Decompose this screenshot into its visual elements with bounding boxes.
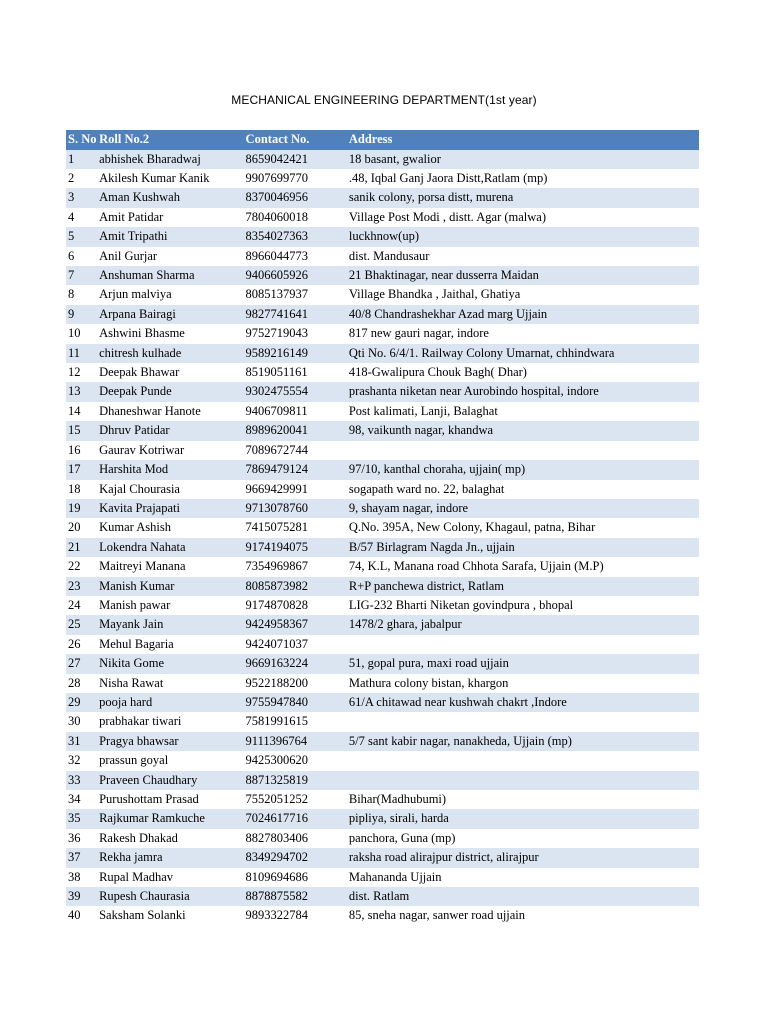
cell-contact: 9827741641 (245, 306, 309, 321)
cell-address: 21 Bhaktinagar, near dusserra Maidan (348, 268, 539, 283)
table-row (66, 557, 699, 576)
table-row (66, 305, 699, 324)
cell-sno: 34 (68, 792, 81, 806)
cell-sno: 37 (68, 850, 81, 865)
cell-name: Nikita Gome (99, 656, 165, 671)
cell-sno: 38 (68, 869, 81, 884)
cell-sno: 8 (68, 287, 75, 302)
cell-name: prassun goyal (99, 753, 169, 768)
cell-contact: 8085137937 (245, 287, 309, 302)
column-header-address: Address (348, 132, 393, 146)
cell-name: Kumar Ashish (99, 520, 171, 535)
cell-address: Village Bhandka , Jaithal, Ghatiya (348, 287, 521, 302)
table-row (66, 790, 699, 809)
cell-sno: 31 (68, 733, 81, 748)
table-header-row (66, 130, 699, 150)
cell-sno: 4 (68, 209, 75, 224)
table-row (66, 324, 699, 343)
cell-contact: 9174870828 (245, 597, 309, 612)
cell-contact: 9424958367 (245, 617, 309, 632)
cell-contact: 7804060018 (245, 209, 309, 224)
cell-sno: 15 (68, 423, 81, 438)
cell-name: prabhakar tiwari (99, 714, 182, 729)
cell-sno: 1 (68, 151, 75, 166)
cell-contact: 8370046956 (245, 190, 309, 205)
cell-sno: 12 (68, 365, 81, 380)
cell-sno: 6 (68, 248, 75, 263)
cell-contact: 9406605926 (245, 268, 309, 283)
cell-sno: 25 (68, 617, 81, 632)
table-row (66, 712, 699, 731)
table-row (66, 150, 699, 169)
cell-contact: 9713078760 (245, 500, 309, 515)
cell-contact: 8827803406 (245, 830, 309, 845)
cell-address: panchora, Guna (mp) (348, 830, 456, 845)
cell-contact: 9425300620 (245, 753, 309, 768)
table-row (66, 460, 699, 479)
cell-name: Anil Gurjar (99, 248, 158, 263)
cell-address: dist. Ratlam (348, 889, 410, 904)
cell-sno: 36 (68, 830, 81, 845)
cell-address: B/57 Birlagram Nagda Jn., ujjain (348, 539, 515, 554)
table-row (66, 285, 699, 304)
table-row (66, 771, 699, 790)
cell-name: Rakesh Dhakad (99, 830, 178, 845)
cell-name: Purushottam Prasad (99, 792, 199, 806)
cell-name: Anshuman Sharma (99, 268, 195, 283)
cell-address: 61/A chitawad near kushwah chakrt ,Indore (348, 694, 567, 709)
cell-name: Arpana Bairagi (99, 306, 176, 321)
cell-address: sanik colony, porsa distt, murena (348, 190, 514, 205)
cell-address: 51, gopal pura, maxi road ujjain (348, 656, 509, 671)
table-row (66, 480, 699, 499)
cell-address (347, 441, 699, 460)
cell-address: luckhnow(up) (348, 229, 419, 244)
column-header-name: Roll No.2 (99, 132, 150, 146)
table-row (66, 829, 699, 848)
table-row (66, 596, 699, 615)
cell-name: Manish pawar (99, 597, 171, 612)
cell-name: Kavita Prajapati (99, 500, 180, 515)
cell-address: 817 new gauri nagar, indore (348, 326, 489, 341)
cell-address: Post kalimati, Lanji, Balaghat (348, 403, 498, 418)
table-row (66, 499, 699, 518)
cell-address: Mahananda Ujjain (348, 869, 442, 884)
table-row (66, 247, 699, 266)
cell-sno: 18 (68, 481, 81, 496)
cell-name: Nisha Rawat (99, 675, 164, 690)
table-row (66, 538, 699, 557)
cell-contact: 9752719043 (245, 326, 309, 341)
table-row (66, 169, 699, 188)
table-row (66, 382, 699, 401)
cell-contact: 9755947840 (245, 694, 309, 709)
cell-name: Akilesh Kumar Kanik (99, 171, 210, 185)
cell-name: pooja hard (99, 694, 153, 709)
cell-sno: 3 (68, 190, 75, 205)
cell-address: 5/7 sant kabir nagar, nanakheda, Ujjain (mp) (348, 733, 572, 748)
student-table (66, 130, 699, 926)
cell-sno: 14 (68, 403, 81, 418)
cell-sno: 24 (68, 597, 81, 612)
cell-name: Mayank Jain (99, 617, 164, 632)
cell-address: prashanta niketan near Aurobindo hospital, indore (348, 384, 599, 399)
cell-sno: 32 (68, 753, 81, 768)
cell-contact: 9174194075 (245, 539, 309, 554)
cell-name: Harshita Mod (99, 462, 169, 477)
cell-sno: 5 (68, 229, 75, 244)
cell-address: 40/8 Chandrashekhar Azad marg Ujjain (348, 306, 548, 321)
cell-address: 1478/2 ghara, jabalpur (348, 617, 462, 632)
cell-name: Aman Kushwah (99, 190, 180, 205)
table-row (66, 674, 699, 693)
cell-sno: 17 (68, 462, 81, 477)
cell-contact: 8659042421 (245, 151, 309, 166)
cell-name: Rajkumar Ramkuche (99, 811, 205, 826)
column-header-sno: S. No (68, 132, 97, 146)
cell-contact: 8085873982 (245, 578, 309, 593)
cell-contact: 7581991615 (245, 714, 309, 729)
table-row (66, 208, 699, 227)
table-row (66, 615, 699, 634)
cell-address: LIG-232 Bharti Niketan govindpura , bhopal (348, 597, 574, 612)
cell-name: Dhruv Patidar (99, 423, 170, 438)
cell-address: 85, sneha nagar, sanwer road ujjain (348, 908, 526, 923)
cell-sno: 11 (68, 345, 81, 360)
cell-address: sogapath ward no. 22, balaghat (348, 481, 505, 496)
cell-contact: 7354969867 (245, 559, 309, 574)
cell-address: raksha road alirajpur district, alirajpur (348, 850, 539, 865)
cell-sno: 40 (68, 908, 81, 923)
cell-contact: 9424071037 (245, 636, 309, 651)
cell-name: Pragya bhawsar (99, 733, 179, 748)
cell-name: Lokendra Nahata (99, 539, 186, 554)
cell-contact: 9406709811 (245, 403, 308, 418)
cell-name: Ashwini Bhasme (99, 326, 185, 341)
cell-contact: 8354027363 (245, 229, 309, 244)
page-title: MECHANICAL ENGINEERING DEPARTMENT(1st year) (231, 93, 537, 107)
cell-address (347, 635, 699, 654)
cell-sno: 28 (68, 675, 81, 690)
cell-name: Maitreyi Manana (99, 559, 186, 574)
cell-sno: 33 (68, 772, 81, 787)
cell-address: 18 basant, gwalior (348, 151, 441, 166)
cell-contact: 7024617716 (245, 811, 309, 826)
cell-address: Bihar(Madhubumi) (348, 792, 447, 806)
cell-name: Rupesh Chaurasia (99, 889, 190, 904)
cell-sno: 35 (68, 811, 81, 826)
cell-contact: 9893322784 (245, 908, 309, 923)
cell-name: Kajal Chourasia (99, 481, 180, 496)
cell-contact: 9669163224 (245, 656, 309, 671)
table-row (66, 906, 699, 925)
cell-sno: 22 (68, 559, 81, 574)
cell-address: dist. Mandusaur (348, 248, 430, 263)
cell-address: Village Post Modi , distt. Agar (malwa) (348, 209, 547, 224)
cell-sno: 26 (68, 636, 81, 651)
cell-contact: 9302475554 (245, 384, 309, 399)
table-row (66, 577, 699, 596)
cell-name: Dhaneshwar Hanote (99, 403, 201, 418)
cell-name: Deepak Bhawar (99, 365, 180, 380)
cell-sno: 39 (68, 889, 81, 904)
cell-address (347, 712, 699, 731)
cell-contact: 8878875582 (245, 889, 309, 904)
cell-name: Amit Tripathi (99, 229, 168, 244)
table-row (66, 868, 699, 887)
cell-address: 74, K.L, Manana road Chhota Sarafa, Ujjain (M.P) (348, 559, 604, 574)
cell-contact: 9111396764 (245, 733, 308, 748)
table-row (66, 809, 699, 828)
cell-sno: 23 (68, 578, 81, 593)
table-row (66, 654, 699, 673)
cell-contact: 9907699770 (245, 171, 309, 185)
cell-sno: 16 (68, 442, 81, 457)
cell-sno: 7 (68, 268, 75, 283)
cell-name: Arjun malviya (99, 287, 172, 302)
cell-sno: 19 (68, 500, 81, 515)
cell-address: Qti No. 6/4/1. Railway Colony Umarnat, chhindwara (348, 345, 615, 360)
cell-sno: 21 (68, 539, 81, 554)
cell-contact: 9589216149 (245, 345, 309, 360)
table-row (66, 188, 699, 207)
cell-name: Amit Patidar (99, 209, 164, 224)
cell-name: chitresh kulhade (99, 345, 182, 360)
cell-contact: 8109694686 (245, 869, 309, 884)
table-row (66, 732, 699, 751)
table-row (66, 227, 699, 246)
cell-address (347, 751, 699, 770)
cell-contact: 8966044773 (245, 248, 309, 263)
cell-contact: 7552051252 (245, 792, 309, 806)
table-row (66, 518, 699, 537)
cell-address: 97/10, kanthal choraha, ujjain( mp) (348, 462, 526, 477)
cell-contact: 8519051161 (245, 365, 308, 380)
cell-name: Mehul Bagaria (99, 636, 174, 651)
cell-name: Rupal Madhav (99, 869, 174, 884)
cell-address: pipliya, sirali, harda (348, 811, 449, 826)
cell-contact: 9669429991 (245, 481, 309, 496)
cell-contact: 7415075281 (245, 520, 309, 535)
cell-contact: 9522188200 (245, 675, 309, 690)
table-row (66, 344, 699, 363)
table-row (66, 635, 699, 654)
cell-name: Rekha jamra (99, 850, 163, 865)
table-row (66, 441, 699, 460)
cell-sno: 27 (68, 656, 81, 671)
table-row (66, 266, 699, 285)
table-row (66, 751, 699, 770)
cell-address: .48, Iqbal Ganj Jaora Distt,Ratlam (mp) (348, 171, 548, 185)
table-row (66, 887, 699, 906)
cell-name: Saksham Solanki (99, 908, 186, 923)
cell-name: Deepak Punde (99, 384, 172, 399)
column-header-contact: Contact No. (245, 132, 310, 146)
table-row (66, 363, 699, 382)
cell-address: 9, shayam nagar, indore (348, 500, 469, 515)
cell-contact: 8989620041 (245, 423, 309, 438)
cell-address: Q.No. 395A, New Colony, Khagaul, patna, Bihar (348, 520, 596, 535)
table-row (66, 421, 699, 440)
cell-name: Gaurav Kotriwar (99, 442, 185, 457)
cell-address: R+P panchewa district, Ratlam (348, 578, 505, 593)
cell-contact: 8871325819 (245, 772, 309, 787)
table-row (66, 693, 699, 712)
cell-address: 98, vaikunth nagar, khandwa (348, 423, 494, 438)
cell-sno: 20 (68, 520, 81, 535)
cell-address: Mathura colony bistan, khargon (348, 675, 509, 690)
cell-contact: 7089672744 (245, 442, 309, 457)
cell-name: Manish Kumar (99, 578, 175, 593)
cell-name: abhishek Bharadwaj (99, 151, 201, 166)
cell-sno: 10 (68, 326, 81, 341)
cell-sno: 30 (68, 714, 81, 729)
cell-contact: 7869479124 (245, 462, 309, 477)
cell-address (347, 771, 699, 790)
cell-sno: 2 (68, 171, 75, 185)
table-row (66, 402, 699, 421)
cell-address: 418-Gwalipura Chouk Bagh( Dhar) (348, 365, 527, 380)
cell-sno: 29 (68, 694, 81, 709)
cell-sno: 9 (68, 306, 75, 321)
table-row (66, 848, 699, 867)
cell-name: Praveen Chaudhary (99, 772, 198, 787)
cell-contact: 8349294702 (245, 850, 309, 865)
cell-sno: 13 (68, 384, 81, 399)
table-body (66, 150, 699, 926)
